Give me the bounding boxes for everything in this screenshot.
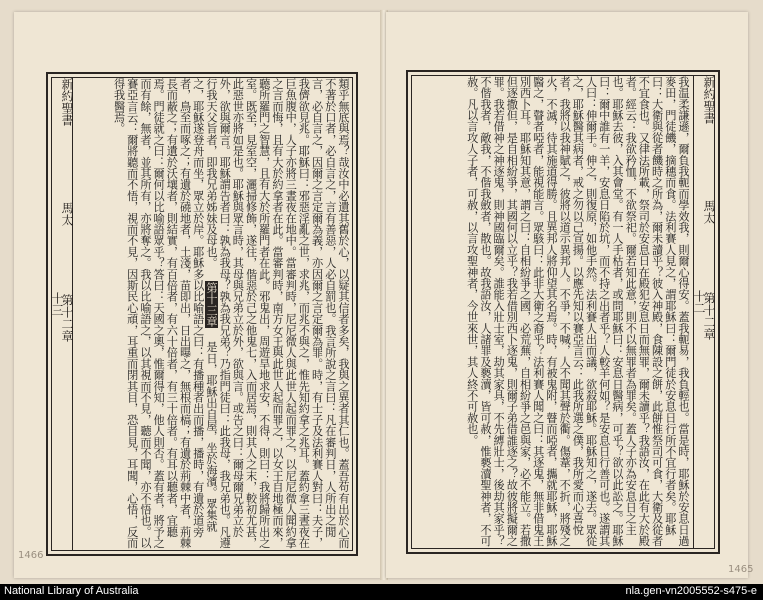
left-page-inner-frame bbox=[51, 77, 353, 551]
left-page-book-name: 馬太 bbox=[60, 202, 74, 226]
right-page-inner-frame bbox=[411, 75, 715, 549]
left-page-frame bbox=[46, 72, 358, 556]
right-page-book-name: 馬太 bbox=[702, 200, 716, 224]
left-page-title: 新約聖書 bbox=[60, 78, 74, 126]
right-page-frame bbox=[406, 70, 720, 554]
right-page-body-text: 我温柔謙遜，爾負我軛而學效我，則爾心得安。蓋我軛易，我負輕也。當是時，耶穌於安息日過麥田，門徒饑，摘穗而食。法利賽人見之，謂耶穌曰：爾門徒於安息日行所不宜行者矣。耶穌曰：大衛與從者饑時之所為，爾未讀乎？彼入神殿，食陳設之餅，此餅惟祭司可食，大衛及從者不宜食也。又律法所載，祭司於安息日在殿犯安息日而無罪，爾未讀乎？我語汝，在此有大於殿者。經云：我欲矜恤，不欲祭祀。爾若知此意，則不以無罪者為罪矣。蓋人子亦為安息日之主也。耶穌去彼，入其會堂。有一人手枯者，或問耶穌曰：安息日醫病，可乎？欲以此訟之。耶穌曰：爾中誰有一羊，安息日陷於坑，而不持之出者乎？人較羊何如？是安息日行善可也。遂謂其人曰：伸爾手。伸之，則復原，如他手然。法利賽人出而議，欲殺耶穌。耶穌知之，遂去。眾從之，耶穌醫其病者，戒之勿以己宣揚。以應先知以賽亞言云：此我所選之僕，我所愛而心喜悅者，我將以我神賦之，彼將以道示異邦人。不爭，不喊，人不聞其聲於衢。傷葦，不折，將殘之火，不滅，待其施道得勝。且異邦人將仰望其名焉。時，有被鬼附，瞽而啞者，攜就耶穌，耶穌醫之，瞽者啞者，能視能言。眾駭曰：此非大衛之裔乎？法利賽人聞之曰：其逐鬼，無非借鬼王別西卜耳。耶穌知其意，謂之曰：自相紛爭之國，必荒蕪，自相紛爭之邑與家，必不能立。若撒但逐撒但，是自相紛爭，其國何以立乎？我若借別西卜逐鬼，則爾子弟借誰逐之？故彼將擬爾之罪。我若借神之神逐鬼，則神國臨爾矣。誰能入壯士室，劫其家具，不先縛壯士，後劫其家乎？不偕我者，敵我，不偕我斂者，散也。故我語汝，人諸罪及褻瀆，皆可赦，惟褻瀆聖神者，不可赦。凡以言攻人子者，可赦，以言攻聖神者，今世來世，其人終不可赦也。 bbox=[465, 76, 690, 547]
right-page-number: 十二 bbox=[692, 290, 706, 314]
footer-library: National Library of Australia bbox=[4, 585, 139, 597]
left-page-chapter13-text: 是日，耶穌出自屋，坐於海濱。眾集就之，耶穌遂登舟而坐，眾立於岸。耶穌多以比喻語之曰：有播種者出而播，播時，有遺於道旁者，鳥至而啄之；有遺於磽地者，土淺，苗即出，日出曝之，無根而槁；有遺於荊棘中者，荊棘長而蔽之；有遺於沃壤者，則結實，有百倍者，有六十倍者，有三十倍者。有耳以聽者，宜聽焉。門徒就之曰：爾何以比喻語眾乎？答曰：天國之奧，惟爾得知，他人則否。蓋有者，將予之而有餘，無者，並其所有，亦將奪之。我以比喻語之，以其視而不見，聽而不聞，亦不悟也。以賽亞言云：爾將聽而不悟，視而不見，因斯民心頑，耳重而閉其目，恐目見，耳聞，心悟，反而得我醫焉。 bbox=[112, 78, 218, 549]
left-page bbox=[14, 12, 382, 578]
footer-bar bbox=[0, 584, 763, 600]
right-page-margin-column bbox=[693, 76, 714, 548]
left-page-margin-column bbox=[52, 78, 73, 550]
left-page-body bbox=[76, 78, 350, 550]
left-page-number: 十三 bbox=[50, 292, 64, 316]
right-page-stamp: 1465 bbox=[728, 564, 754, 575]
right-page-chapter: 第十二章 bbox=[702, 292, 716, 340]
right-page-body bbox=[414, 76, 690, 548]
left-page-stamp: 1466 bbox=[18, 550, 44, 561]
left-page-body-text: 類乎無底與焉？哉汝中必遺其舊於心，以疑其信者多矣，我與之異者其仁也。蓋吾苟有出於心而不著於口者，必自言之，言有善惡，人必自罰也。我言所說之言曰：凡在審判日，人所出之閒言，必自言之，因爾之言定爾為義，亦因爾之言定爾為罪。時，有士子及法利賽人對曰：夫子，我儕欲見兆。耶穌曰：邪惡淫亂之世，求兆，而兆不與之，惟先知約拿之兆耳。蓋約拿三晝夜在巨魚腹中，人子亦將三晝夜在地中。當審判時，尼尼微人與此世人起而罪之，以尼尼微人聞約拿之言而悔，且有大於約拿者在此。當審判時，南方女王與此世人起而罪之，以女王自地極而來，聽所羅門之智慧，且有大於所羅門者在此。邪鬼出，周遊旱地求安，不得，則曰：我將歸所出之室。既至，見室空，灑掃修飾，遂往，偕惡於己之他鬼七，入而居焉，則其人之末，較初尤甚，此惡世亦將如是也。耶穌與眾言時，其母與兄弟立於外，欲與言。或告之曰：爾母爾兄弟立於外，欲與爾言。耶穌謂告者曰：孰為我母？孰為我兄弟？乃指門徒曰：此我母，我兄弟也。凡遵行我天父旨者，即我兄弟姊妹及母也。 bbox=[204, 78, 350, 549]
left-page-chapter13-label: 第十三章 bbox=[204, 282, 218, 328]
left-page-chapter: 第十二章 bbox=[60, 294, 74, 342]
right-page bbox=[386, 12, 754, 578]
footer-identifier: nla.gen-vn2005552-s475-e bbox=[625, 585, 757, 597]
right-page-title: 新約聖書 bbox=[702, 76, 716, 124]
